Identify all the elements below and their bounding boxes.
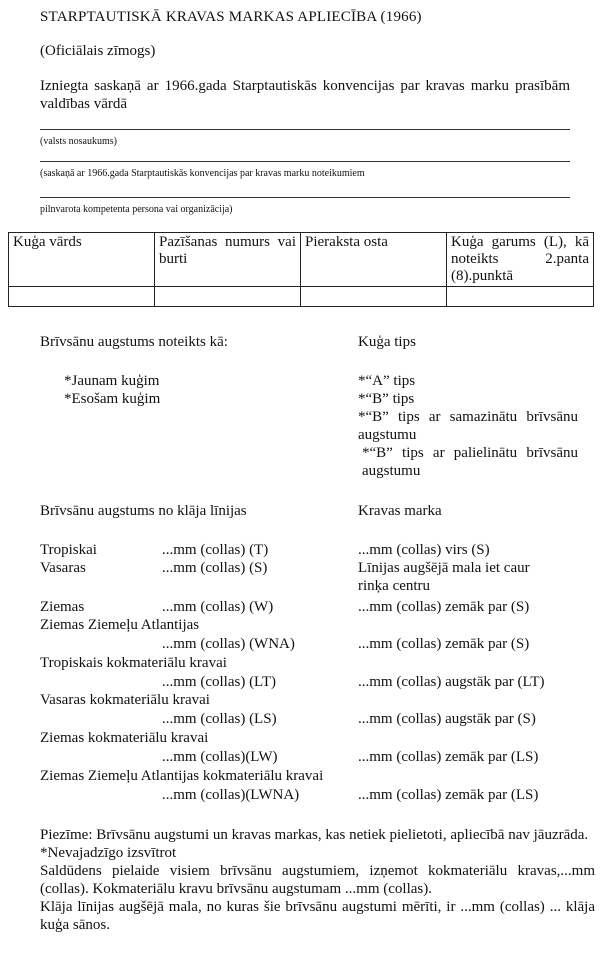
timber-summer-mark: ...mm (collas) augstāk par (S) xyxy=(358,711,536,727)
ship-length-cell[interactable] xyxy=(447,287,594,307)
person-fill-caption: pilnvarota kompetenta persona vai organizācija) xyxy=(40,204,233,215)
ship-details-table xyxy=(8,232,594,307)
official-stamp-label: (Oficiālais zīmogs) xyxy=(40,43,156,59)
existing-ship-option: *Esošam kuģim xyxy=(64,391,161,407)
load-line-heading: Kravas marka xyxy=(358,503,442,519)
timber-winter-north-atlantic-value: ...mm (collas)(LWNA) xyxy=(162,787,300,803)
freeboard-assigned-label: Brīvsānu augstums noteikts kā: xyxy=(40,334,228,350)
ship-length-header: Kuģa garums (L), kā noteikts 2.panta (8).punktā xyxy=(447,233,594,287)
timber-summer-label: Vasaras kokmateriālu kravai xyxy=(40,692,210,708)
winter-mark: ...mm (collas) zemāk par (S) xyxy=(358,599,530,615)
port-of-registry-cell[interactable] xyxy=(301,287,447,307)
timber-winter-value: ...mm (collas)(LW) xyxy=(162,749,278,765)
tropical-value: ...mm (collas) (T) xyxy=(162,542,269,558)
port-of-registry-header: Pieraksta osta xyxy=(301,233,447,287)
timber-tropical-value: ...mm (collas) (LT) xyxy=(162,674,277,690)
tropical-mark: ...mm (collas) virs (S) xyxy=(358,542,490,558)
timber-winter-label: Ziemas kokmateriālu kravai xyxy=(40,730,209,746)
table-entry-row xyxy=(9,287,594,307)
notes-section xyxy=(40,826,595,934)
unused-marks-note: Piezīme: Brīvsānu augstumi un kravas markas, kas netiek pielietoti, apliecībā nav jāuzrāda. xyxy=(40,827,589,843)
timber-winter-north-atlantic-label: Ziemas Ziemeļu Atlantijas kokmateriālu kravai xyxy=(40,768,324,784)
summer-label: Vasaras xyxy=(40,560,86,576)
person-fill-line[interactable] xyxy=(40,197,570,198)
deck-line-note: Klāja līnijas augšējā mala, no kuras šie brīvsānu augstumi mērīti, ir ...mm (collas) ... klāja kuģa sānos. xyxy=(40,899,595,933)
call-sign-cell[interactable] xyxy=(155,287,301,307)
state-fill-line[interactable] xyxy=(40,129,570,130)
call-sign-header: Pazīšanas numurs vai burti xyxy=(155,233,301,287)
table-header-row xyxy=(9,233,594,287)
type-a-option: *“A” tips xyxy=(358,373,416,389)
ship-name-header: Kuģa vārds xyxy=(9,233,155,287)
strike-through-footnote: *Nevajadzīgo izsvītrot xyxy=(40,845,177,861)
timber-winter-north-atlantic-mark: ...mm (collas) zemāk par (LS) xyxy=(358,787,539,803)
type-b-option: *“B” tips xyxy=(358,391,415,407)
winter-north-atlantic-label: Ziemas Ziemeļu Atlantijas xyxy=(40,617,200,633)
authority-fill-line[interactable] xyxy=(40,161,570,162)
timber-summer-value: ...mm (collas) (LS) xyxy=(162,711,277,727)
winter-north-atlantic-mark: ...mm (collas) zemāk par (S) xyxy=(358,636,530,652)
state-fill-caption: (valsts nosaukums) xyxy=(40,136,117,147)
certificate-title: STARPTAUTISKĀ KRAVAS MARKAS APLIECĪBA (1966) xyxy=(40,9,422,25)
summer-mark: Līnijas augšējā mala iet caur rinķa centru xyxy=(358,560,530,594)
type-b-increased-option: *“B” tips ar palielinātu brīvsānu augstumu xyxy=(362,445,578,479)
winter-north-atlantic-value: ...mm (collas) (WNA) xyxy=(162,636,295,652)
winter-value: ...mm (collas) (W) xyxy=(162,599,274,615)
winter-label: Ziemas xyxy=(40,599,85,615)
type-b-reduced-option: *“B” tips ar samazinātu brīvsānu augstumu xyxy=(358,409,578,443)
new-ship-option: *Jaunam kuģim xyxy=(64,373,160,389)
ship-type-label: Kuģa tips xyxy=(358,334,416,350)
timber-winter-mark: ...mm (collas) zemāk par (LS) xyxy=(358,749,539,765)
timber-tropical-mark: ...mm (collas) augstāk par (LT) xyxy=(358,674,545,690)
ship-name-cell[interactable] xyxy=(9,287,155,307)
authority-fill-caption: (saskaņā ar 1966.gada Starptautiskās konvencijas par kravas marku noteikumiem xyxy=(40,168,365,179)
tropical-label: Tropiskai xyxy=(40,542,97,558)
summer-value: ...mm (collas) (S) xyxy=(162,560,268,576)
freeboard-from-deckline-heading: Brīvsānu augstums no klāja līnijas xyxy=(40,503,247,519)
timber-tropical-label: Tropiskais kokmateriālu kravai xyxy=(40,655,227,671)
fresh-water-allowance: Saldūdens pielaide visiem brīvsānu augstumiem, izņemot kokmateriālu kravas,...mm (collas). Kokmateriālu kravu brīvsānu augstumam ...mm (collas). xyxy=(40,863,595,897)
issued-statement: Izniegta saskaņā ar 1966.gada Starptautiskās konvencijas par kravas marku prasībām valdības vārdā xyxy=(40,78,570,112)
